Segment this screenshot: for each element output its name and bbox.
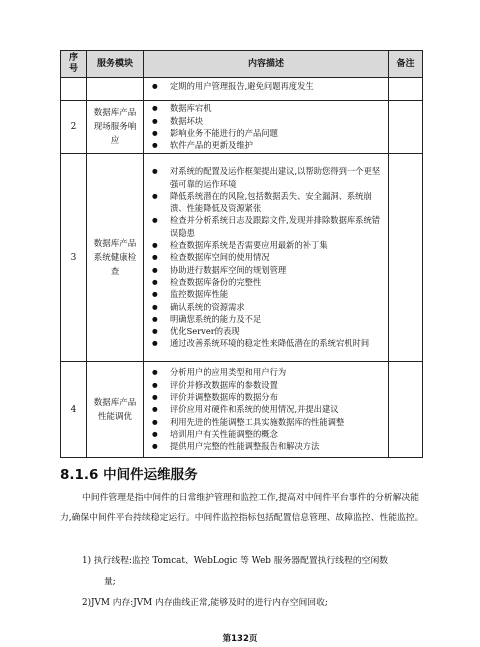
row-note (389, 154, 423, 362)
row-module: 数据库产品性能调优 (87, 362, 144, 458)
row-desc (144, 154, 389, 362)
section-title: 8.1.6 中间件运维服务 (60, 467, 198, 483)
list-item: ● 提供用户完整的性能调整报告和解决方法 (150, 440, 384, 452)
list-item: ● 协助进行数据库空间的规划管理 (150, 264, 384, 276)
list-item: ● 评价并调整数据库的数据分布 (150, 391, 384, 403)
list-item-2: 2)JVM 内存:JVM 内存曲线正常,能够及时的进行内存空间回收; (82, 598, 328, 608)
list-item: ● 检查数据库空间的使用情况 (150, 251, 384, 263)
list-item: ● 培训用户有关性能调整的概念 (150, 428, 384, 440)
list-item: ● 对系统的配置及运作框架提出建议,以帮助您得到一个更坚强可靠的运作环境 (150, 165, 384, 190)
row-note (389, 362, 423, 458)
header-module: 服务模块 (87, 51, 144, 78)
row-module: 数据库产品现场服务响应 (87, 101, 144, 154)
table-row (61, 154, 423, 362)
row-note (389, 101, 423, 154)
header-desc: 内容描述 (144, 51, 389, 78)
row-desc (144, 101, 389, 154)
list-item: ● 软件产品的更新及维护 (150, 139, 384, 151)
list-item: ● 分析用户的应用类型和用户行为 (150, 366, 384, 378)
page-number: 第132页 (222, 634, 258, 644)
row-desc (144, 78, 389, 101)
list-item: ● 评价应用对硬件和系统的使用情况,并提出建议 (150, 403, 384, 415)
list-item: ● 评价并修改数据库的参数设置 (150, 379, 384, 391)
row-module (87, 78, 144, 101)
header-num: 序号 (61, 51, 87, 78)
list-item: ● 监控数据库性能 (150, 288, 384, 300)
list-item: ● 影响业务不能进行的产品问题 (150, 127, 384, 139)
table-header-row (61, 51, 423, 78)
service-table (60, 50, 423, 458)
row-num: 3 (61, 154, 87, 362)
list-item: ● 利用先进的性能调整工具实施数据库的性能调整 (150, 416, 384, 428)
list-item: ● 检查并分析系统日志及跟踪文件,发现并排除数据库系统错误隐患 (150, 214, 384, 239)
row-num: 2 (61, 101, 87, 154)
list-item: ● 检查数据库系统是否需要应用最新的补丁集 (150, 239, 384, 251)
list-item: ● 数据坏块 (150, 115, 384, 127)
header-note: 备注 (389, 51, 423, 78)
list-item-1-line-2: 量; (104, 577, 116, 587)
list-item-1-line-1: 1) 执行线程:监控 Tomcat、WebLogic 等 Web 服务器配置执行线程的空闲数 (82, 556, 389, 566)
list-item: ● 检查数据库备份的完整性 (150, 276, 384, 288)
table-row (61, 78, 423, 101)
row-desc (144, 362, 389, 458)
list-item: ● 明确您系统的能力及不足 (150, 313, 384, 325)
section-paragraph: 中间件管理是指中间件的日常维护管理和监控工作,提高对中间件平台事件的分析解决能力,确保中间件平台持续稳定运行。中间件监控指标包括配置信息管理、故障监控、性能监控。 (60, 493, 424, 523)
row-num: 4 (61, 362, 87, 458)
list-item: ● 确认系统的资源需求 (150, 301, 384, 313)
row-num (61, 78, 87, 101)
table-row (61, 362, 423, 458)
list-item: ● 定期的用户管理报告,避免问题再度发生 (150, 80, 384, 92)
list-item: ● 优化Server的表现 (150, 325, 384, 337)
row-module: 数据库产品系统健康检查 (87, 154, 144, 362)
list-item: ● 降低系统潜在的风险,包括数据丢失、安全漏洞、系统崩溃、性能降低及资源紧张 (150, 190, 384, 215)
list-item: ● 通过改善系统环境的稳定性来降低潜在的系统宕机时间 (150, 337, 384, 349)
table-row (61, 101, 423, 154)
list-item: ● 数据库宕机 (150, 102, 384, 114)
row-note (389, 78, 423, 101)
